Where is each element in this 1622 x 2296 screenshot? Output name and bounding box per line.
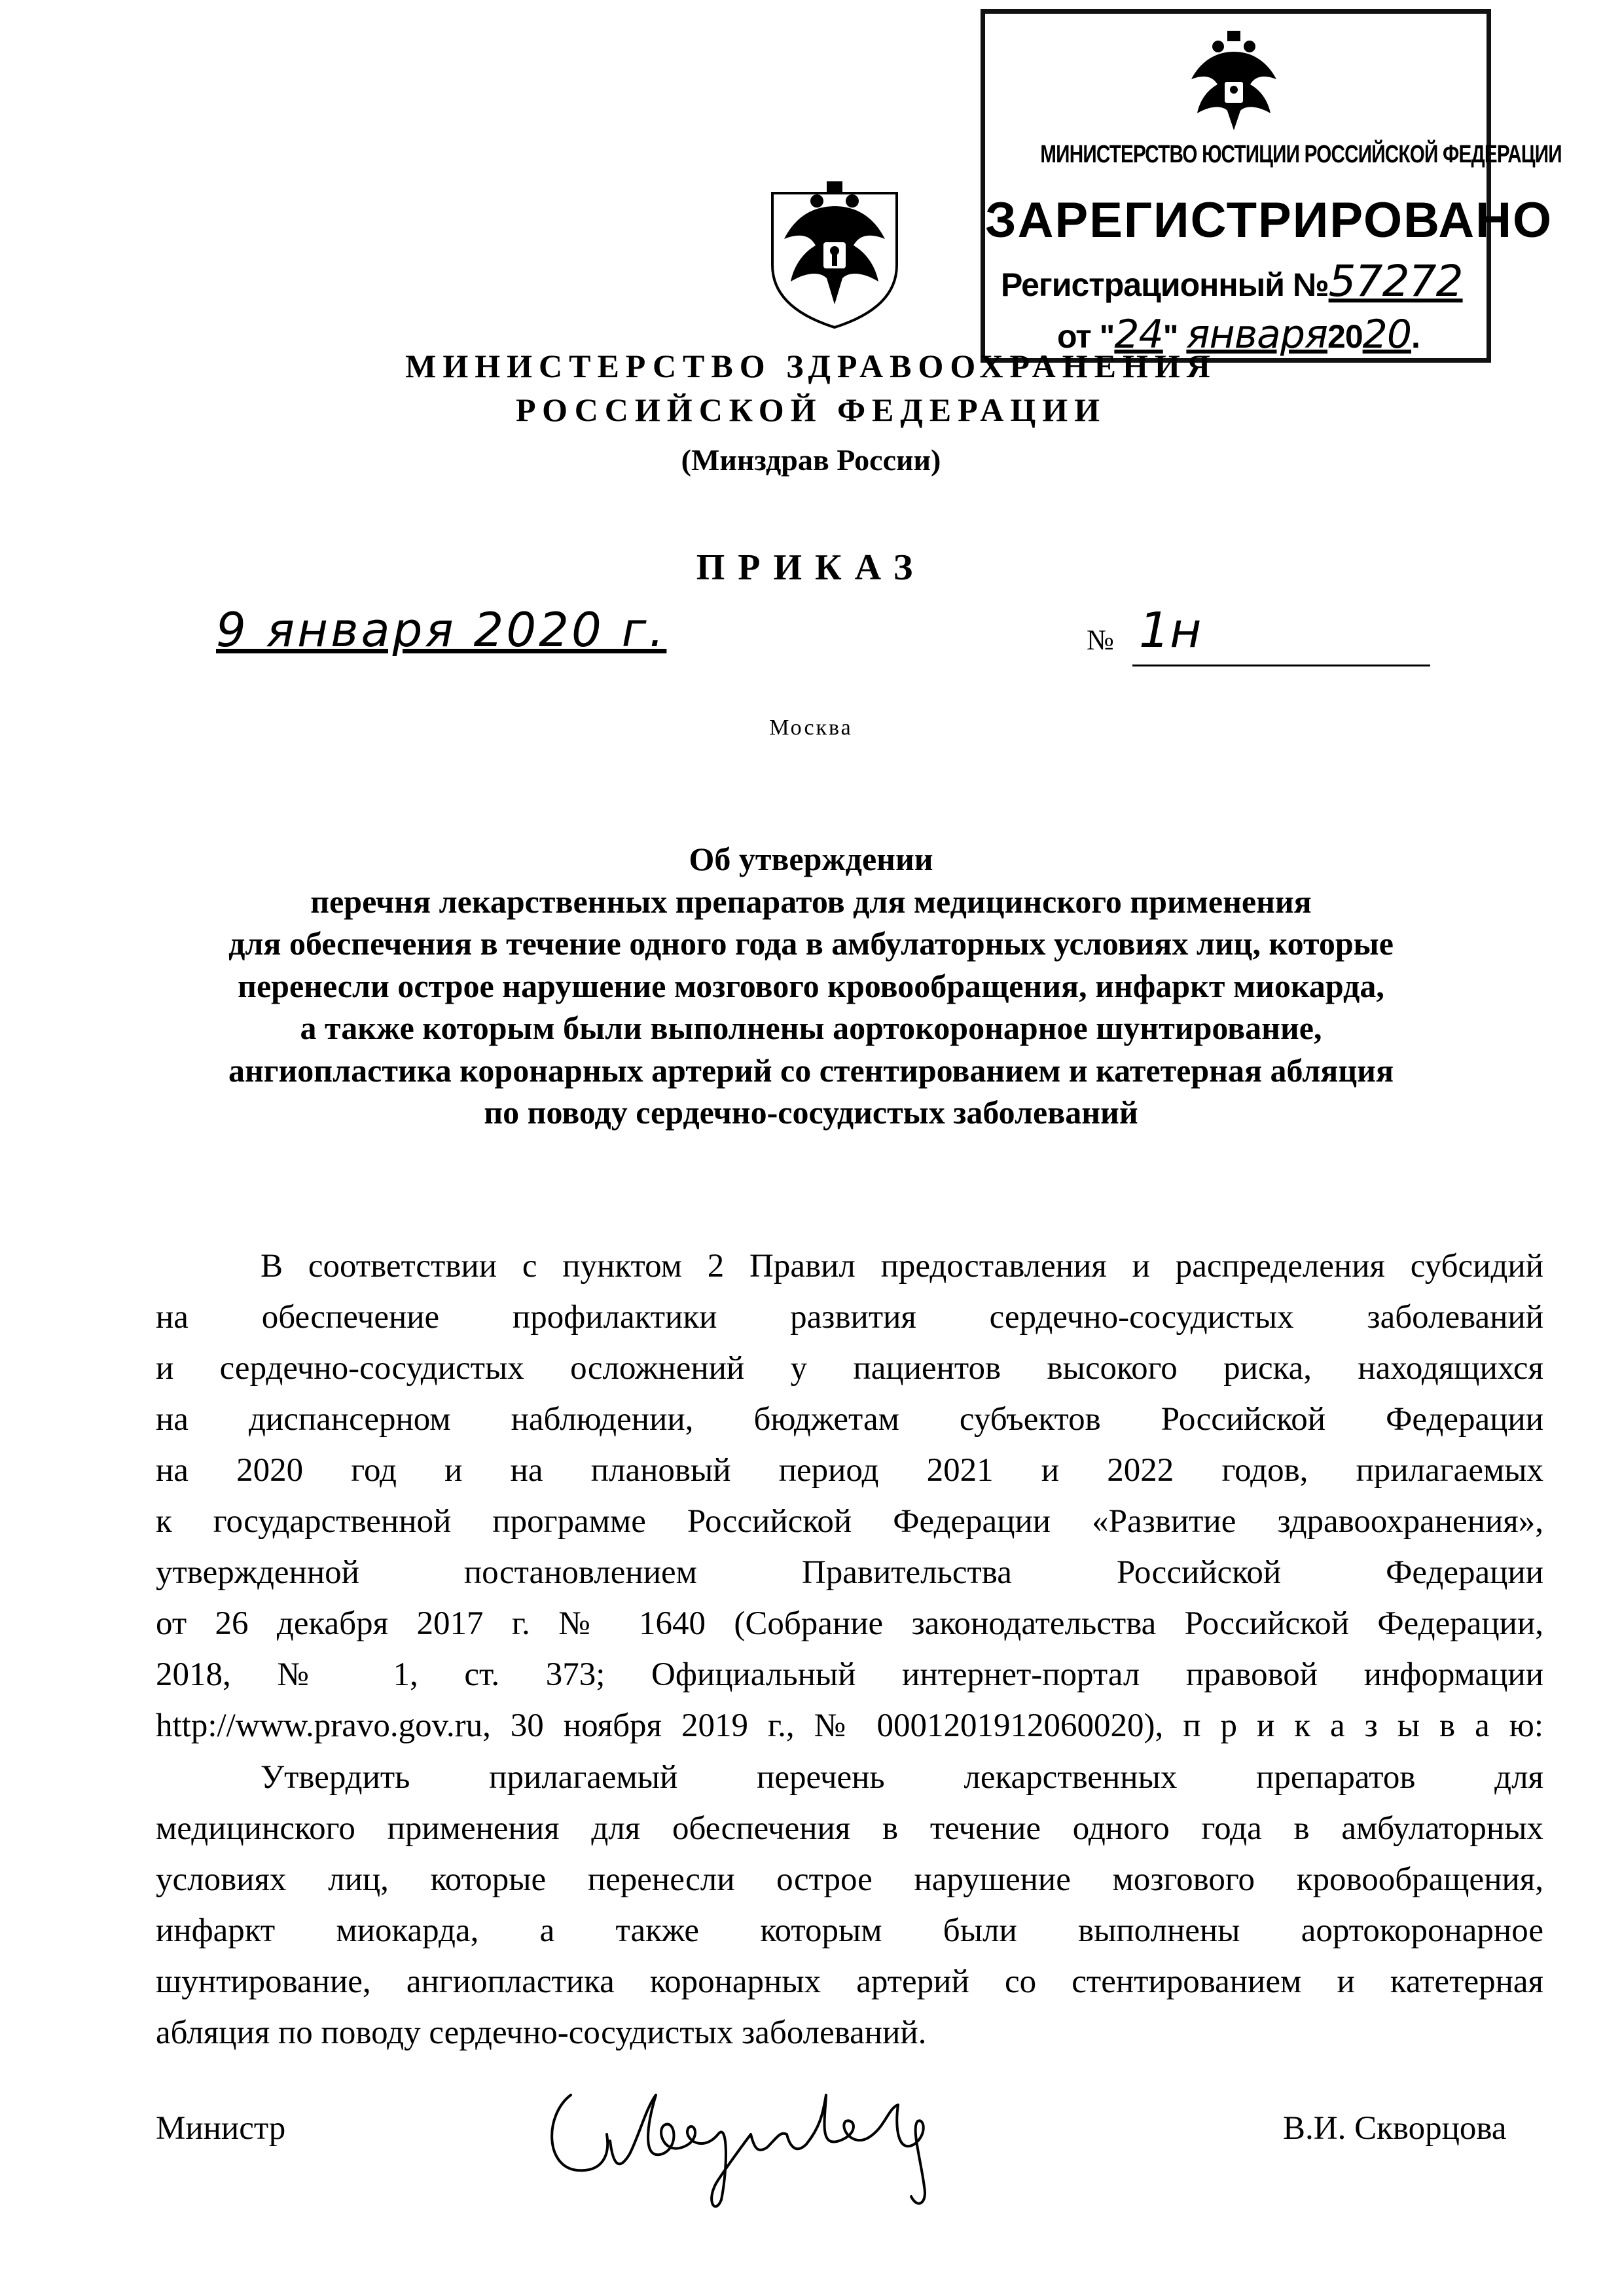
ministry-name-line2: РОССИЙСКОЙ ФЕДЕРАЦИИ: [515, 392, 1107, 428]
stamp-date-year-prefix: 20: [1327, 318, 1363, 355]
stamp-registered-label: ЗАРЕГИСТРИРОВАНО: [985, 192, 1553, 248]
handwritten-signature: [532, 2056, 990, 2226]
paragraph-line: утвержденной постановлением Правительства Российской Федерации: [156, 1554, 1543, 1591]
paragraph-line: на 2020 год и на плановый период 2021 и 2022 годов, прилагаемых: [156, 1452, 1543, 1489]
order-paragraph: [156, 1752, 1543, 2058]
paragraph-line: к государственной программе Российской Федерации «Развитие здравоохранения»,: [156, 1503, 1543, 1540]
document-title: [131, 838, 1491, 1134]
title-line: перечня лекарственных препаратов для медицинского применения: [310, 883, 1312, 920]
paragraph-line: условиях лиц, которые перенесли острое нарушение мозгового кровообращения,: [156, 1861, 1543, 1898]
stamp-date-prefix: от ": [1057, 318, 1115, 355]
paragraph-line: на обеспечение профилактики развития сердечно-сосудистых заболеваний: [156, 1299, 1543, 1336]
paragraph-line: шунтирование, ангиопластика коронарных артерий со стентированием и катетерная: [156, 1963, 1543, 2000]
stamp-date-year-suffix: 20: [1362, 312, 1411, 357]
paragraph-line: абляция по поводу сердечно-сосудистых заболеваний.: [156, 2014, 927, 2051]
stamp-date-end: .: [1411, 318, 1420, 355]
title-line: а также которым были выполнены аортокоронарное шунтирование,: [300, 1010, 1322, 1046]
document-type: ПРИКАЗ: [696, 547, 926, 588]
title-line: Об утверждении: [689, 841, 933, 877]
paragraph-line: http://www.pravo.gov.ru, 30 ноября 2019 г., № 0001201912060020), п р и к а з ы в а ю:: [156, 1707, 1543, 1744]
stamp-date-month: января: [1186, 312, 1328, 357]
title-line: перенесли острое нарушение мозгового кровообращения, инфаркт миокарда,: [238, 967, 1384, 1004]
signatory-name: В.И. Скворцова: [1283, 2110, 1507, 2147]
order-date: 9 января 2020 г.: [216, 602, 667, 657]
coat-of-arms-emblem: [765, 167, 905, 331]
signatory-position: Министр: [156, 2110, 286, 2147]
title-line: для обеспечения в течение одного года в амбулаторных условиях лиц, которые: [228, 925, 1394, 962]
stamp-reg-number: 57272: [1328, 256, 1463, 306]
registration-stamp: [981, 9, 1562, 363]
paragraph-line: инфаркт миокарда, а также которым были выполнены аортокоронарное: [156, 1912, 1543, 1949]
stamp-emblem: [1175, 27, 1293, 132]
paragraph-line: от 26 декабря 2017 г. № 1640 (Собрание законодательства Российской Федерации,: [156, 1605, 1543, 1642]
ministry-short-name: (Минздрав России): [681, 443, 941, 477]
preamble-paragraph: [156, 1241, 1543, 1751]
ministry-name-line1: МИНИСТЕРСТВО ЗДРАВООХРАНЕНИЯ: [405, 348, 1217, 384]
paragraph-line: медицинского применения для обеспечения в течение одного года в амбулаторных: [156, 1810, 1543, 1847]
stamp-date-quote: ": [1162, 318, 1178, 355]
title-line: ангиопластика коронарных артерий со стентированием и катетерная абляция: [228, 1051, 1394, 1089]
paragraph-line: В соответствии с пунктом 2 Правил предоставления и распределения субсидий: [261, 1248, 1543, 1285]
paragraph-line: и сердечно-сосудистых осложнений у пациентов высокого риска, находящихся: [156, 1350, 1543, 1387]
stamp-date-day: 24: [1114, 312, 1163, 357]
title-line: по поводу сердечно-сосудистых заболеваний: [484, 1094, 1138, 1131]
order-number-underline: [1132, 665, 1430, 666]
order-number-label: №: [1087, 624, 1114, 656]
paragraph-line: Утвердить прилагаемый перечень лекарственных препаратов для: [261, 1759, 1543, 1796]
paragraph-line: 2018, № 1, ст. 373; Официальный интернет-портал правовой информации: [156, 1656, 1543, 1693]
stamp-ministry-name: МИНИСТЕРСТВО ЮСТИЦИИ РОССИЙСКОЙ ФЕДЕРАЦИИ: [1040, 141, 1562, 168]
stamp-reg-label: Регистрационный №: [1001, 266, 1329, 303]
paragraph-line: на диспансерном наблюдении, бюджетам субъектов Российской Федерации: [156, 1401, 1543, 1438]
stamp-registration-number: [1001, 256, 1502, 306]
order-number: 1н: [1139, 602, 1202, 659]
city: Москва: [769, 716, 853, 740]
